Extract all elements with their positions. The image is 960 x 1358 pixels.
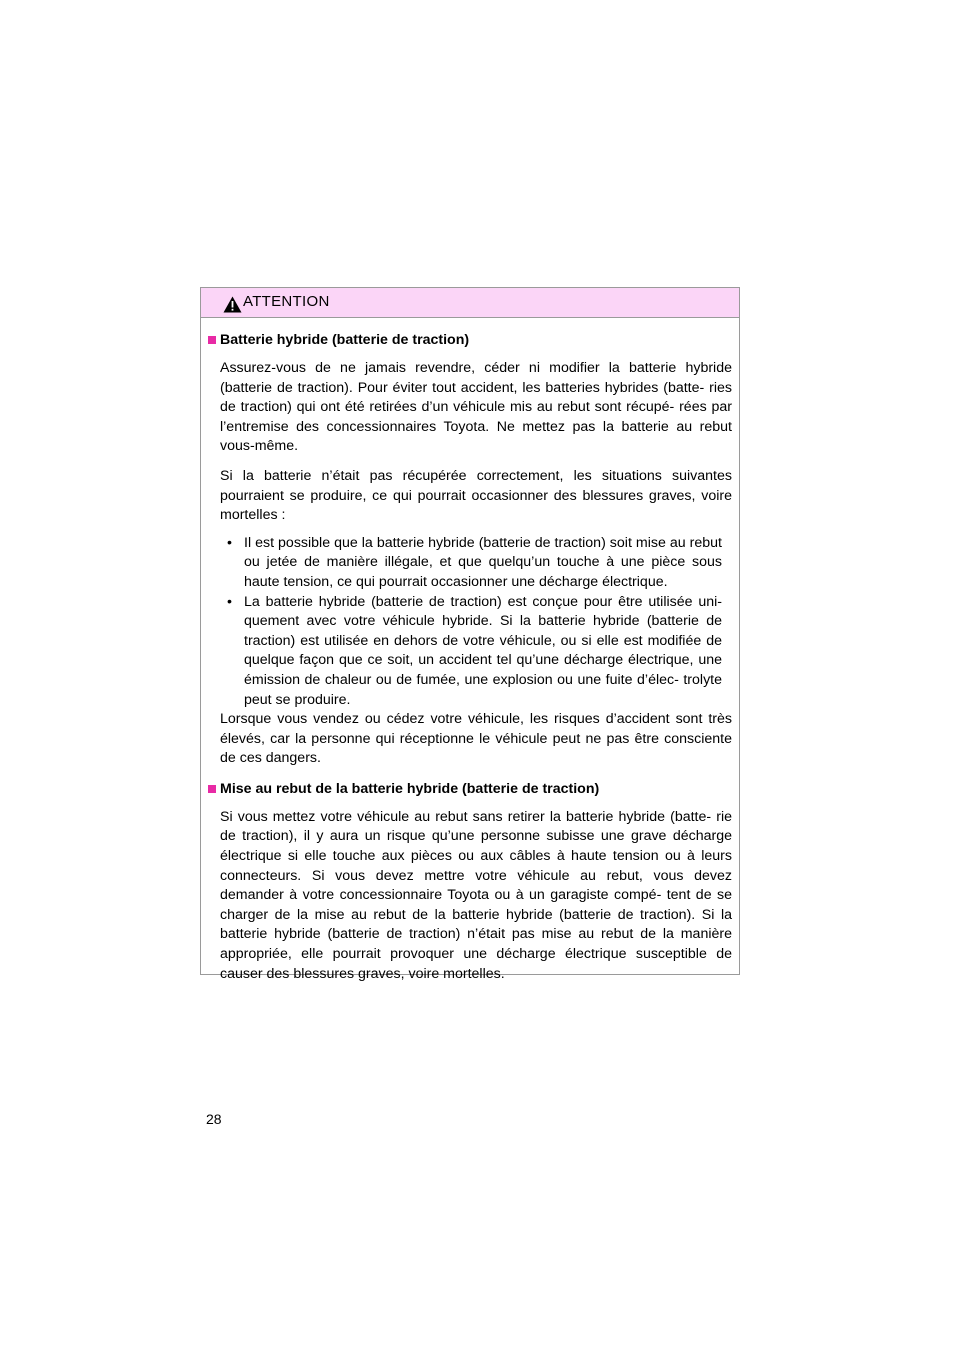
paragraph: Si la batterie n’était pas récupérée correctement, les situations suivantes pourraient se produire, ce qui pourrait occasionner des blessures graves, voire mortelles : xyxy=(220,467,732,524)
bullet-list xyxy=(220,534,732,710)
paragraph: Lorsque vous vendez ou cédez votre véhicule, les risques d’accident sont très élevés, car la personne qui réceptionne le véhicule peut ne pas être consciente de ces dangers. xyxy=(220,711,732,767)
bullet-text: La batterie hybride (batterie de traction) est conçue pour être utilisée uni- quement avec votre véhicule hybride. Si la batterie hybride (batterie de traction) est utilisée en dehors de votre véhicule, ou si elle est modifiée de quelque façon que ce soit, un accident tel qu’une décharge électrique, une émission de chaleur ou de fumée, une explosion ou une fuite d’élec- trolyte peut se produire. xyxy=(244,593,722,708)
bullet-item xyxy=(220,534,732,593)
paragraph: Si vous mettez votre véhicule au rebut sans retirer la batterie hybride (batte- rie de traction), il y aura un risque qu’une personne subisse une grave décharge électrique si elle touche aux pièces ou aux câbles à haute tension ou à leurs connecteurs. Si vous devez mettre votre véhicule au rebut, vous devez demander à votre concessionnaire Toyota ou à un garagiste compé- tent de se charger de la mise au rebut de la batterie hybride (batterie de traction). Si la batterie hybride (batterie de traction) n’était pas mise au rebut de la manière appropriée, elle pourrait provoquer une décharge électrique susceptible de causer des blessures graves, voire mortelles. xyxy=(220,808,732,982)
attention-title: ATTENTION xyxy=(243,293,330,310)
paragraph: Assurez-vous de ne jamais revendre, céder ni modifier la batterie hybride (batterie de traction). Pour éviter tout accident, les batteries hybrides (batte- ries de traction) qui ont été retirées d’un véhicule mis au rebut sont récupé- rées par l’entremise des concessionnaires Toyota. Ne mettez pas la batterie au rebut vous-même. xyxy=(220,360,732,455)
bullet-dot-icon: • xyxy=(227,534,232,551)
page-number: 28 xyxy=(206,1111,222,1127)
attention-header xyxy=(201,288,739,318)
section-heading-text: Mise au rebut de la batterie hybride (batterie de traction) xyxy=(220,780,600,797)
warning-triangle-icon xyxy=(223,296,242,313)
section-square-icon xyxy=(208,785,216,793)
bullet-dot-icon: • xyxy=(227,593,232,610)
bullet-text: Il est possible que la batterie hybride (batterie de traction) soit mise au rebut ou jetée de manière illégale, et que quelqu’un touche à une pièce sous haute tension, ce qui pourrait occasionner une décharge électrique. xyxy=(244,534,722,590)
section-heading-text: Batterie hybride (batterie de traction) xyxy=(220,332,470,348)
bullet-item xyxy=(220,593,732,711)
attention-body xyxy=(201,318,739,984)
section-square-icon xyxy=(208,336,216,344)
section-heading-disposal xyxy=(208,779,732,799)
section-heading-hybrid-battery xyxy=(208,330,732,350)
attention-box xyxy=(200,287,740,982)
